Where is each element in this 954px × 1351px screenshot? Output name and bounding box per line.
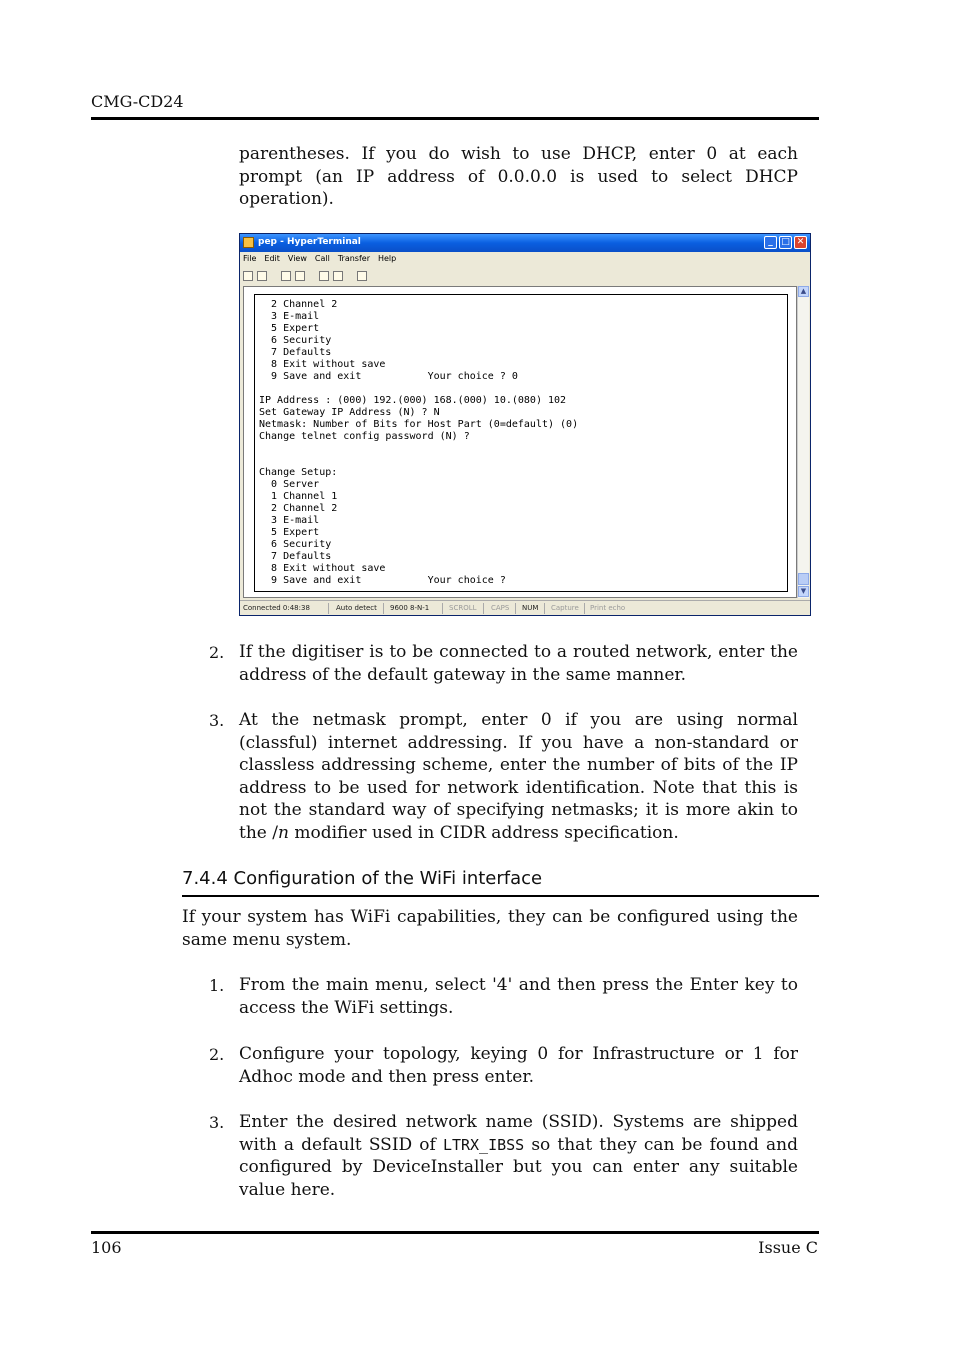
close-icon: ✕ xyxy=(794,236,807,249)
disconnect-icon xyxy=(295,271,305,281)
menu-transfer: Transfer xyxy=(337,254,370,263)
section-heading: 7.4.4 Configuration of the WiFi interface xyxy=(182,868,543,889)
status-print-echo: Print echo xyxy=(590,604,626,612)
page-number: 106 xyxy=(91,1238,122,1257)
terminal-area xyxy=(243,286,797,598)
menu-bar xyxy=(243,254,396,266)
app-icon xyxy=(243,237,254,248)
status-capture: Capture xyxy=(551,604,579,612)
status-scroll: SCROLL xyxy=(449,604,477,612)
list-item-text: Enter the desired network name (SSID). Systems are shipped with a default SSID of LTRX_IBSS so that they can be found and configured by DeviceInstaller but you can enter any suitable value here. xyxy=(239,1112,798,1200)
ssid-code: LTRX_IBSS xyxy=(442,1135,525,1154)
maximize-icon: □ xyxy=(779,236,792,249)
open-icon xyxy=(257,271,267,281)
scroll-thumb xyxy=(798,573,809,585)
list-item-number: 3. xyxy=(209,711,225,730)
title-bar xyxy=(240,234,810,252)
phone-icon xyxy=(281,271,291,281)
minimize-icon: _ xyxy=(764,236,777,249)
wifi-intro-paragraph: If your system has WiFi capabilities, they can be configured using the same menu system. xyxy=(182,907,798,950)
list-item-number: 3. xyxy=(209,1113,225,1132)
running-header: CMG-CD24 xyxy=(91,92,184,111)
status-detect: Auto detect xyxy=(336,604,377,612)
issue-label: Issue C xyxy=(758,1238,818,1257)
status-connected: Connected 0:48:38 xyxy=(243,604,310,612)
window-title: pep - HyperTerminal xyxy=(258,237,361,247)
scroll-up-icon: ▲ xyxy=(798,286,809,297)
header-rule xyxy=(91,117,819,120)
list-item-text: Configure your topology, keying 0 for Infrastructure or 1 for Adhoc mode and then press enter. xyxy=(239,1044,798,1087)
list-item-text: If the digitiser is to be connected to a routed network, enter the address of the default gateway in the same manner. xyxy=(239,642,798,685)
toolbar xyxy=(243,269,367,283)
status-num: NUM xyxy=(522,604,539,612)
list-item-text: From the main menu, select '4' and then press the Enter key to access the WiFi settings. xyxy=(239,975,798,1018)
send-icon xyxy=(319,271,329,281)
status-settings: 9600 8-N-1 xyxy=(390,604,430,612)
new-icon xyxy=(243,271,253,281)
vertical-scrollbar xyxy=(797,286,809,598)
status-bar xyxy=(240,600,810,615)
list-item-number: 2. xyxy=(209,643,225,662)
properties-icon xyxy=(357,271,367,281)
section-rule xyxy=(182,895,819,897)
footer-rule xyxy=(91,1231,819,1234)
terminal-frame xyxy=(254,294,788,592)
status-caps: CAPS xyxy=(491,604,510,612)
menu-view: View xyxy=(287,254,307,263)
menu-file: File xyxy=(243,254,257,263)
hyperterminal-screenshot xyxy=(239,233,811,616)
terminal-text: 2 Channel 2 3 E-mail 5 Expert 6 Security 7 Defaults 8 Exit without save 9 Save and exit Your choice ? 0 IP Address : (000) 192.(000) 168.(000) 10.(080) 102 Set Gateway IP Address (N) ? N Netmask: Number of Bits for Host Part (0=default) (0) Change telnet config password (N) ? Change Setup: 0 Server 1 Channel 1 2 Channel 2 3 E-mail 5 Expert 6 Security 7 Defaults 8 Exit without save 9 Save and exit Your choice ? xyxy=(259,299,579,586)
menu-call: Call xyxy=(314,254,330,263)
list-item-number: 2. xyxy=(209,1045,225,1064)
intro-paragraph: parentheses. If you do wish to use DHCP, enter 0 at each prompt (an IP address of 0.0.0.0 is used to select DHCP operation). xyxy=(239,144,798,209)
list-item-number: 1. xyxy=(209,976,225,995)
receive-icon xyxy=(333,271,343,281)
menu-edit: Edit xyxy=(264,254,280,263)
scroll-down-icon: ▼ xyxy=(798,586,809,597)
list-item-text: At the netmask prompt, enter 0 if you are using normal (classful) internet addressing. If you have a non-standard or classless addressing scheme, enter the number of bits of the IP address to be used for network identification. Note that this is not the standard way of specifying netmasks; it is more akin to the /n modifier used in CIDR address specification. xyxy=(239,710,798,843)
menu-help: Help xyxy=(377,254,397,263)
